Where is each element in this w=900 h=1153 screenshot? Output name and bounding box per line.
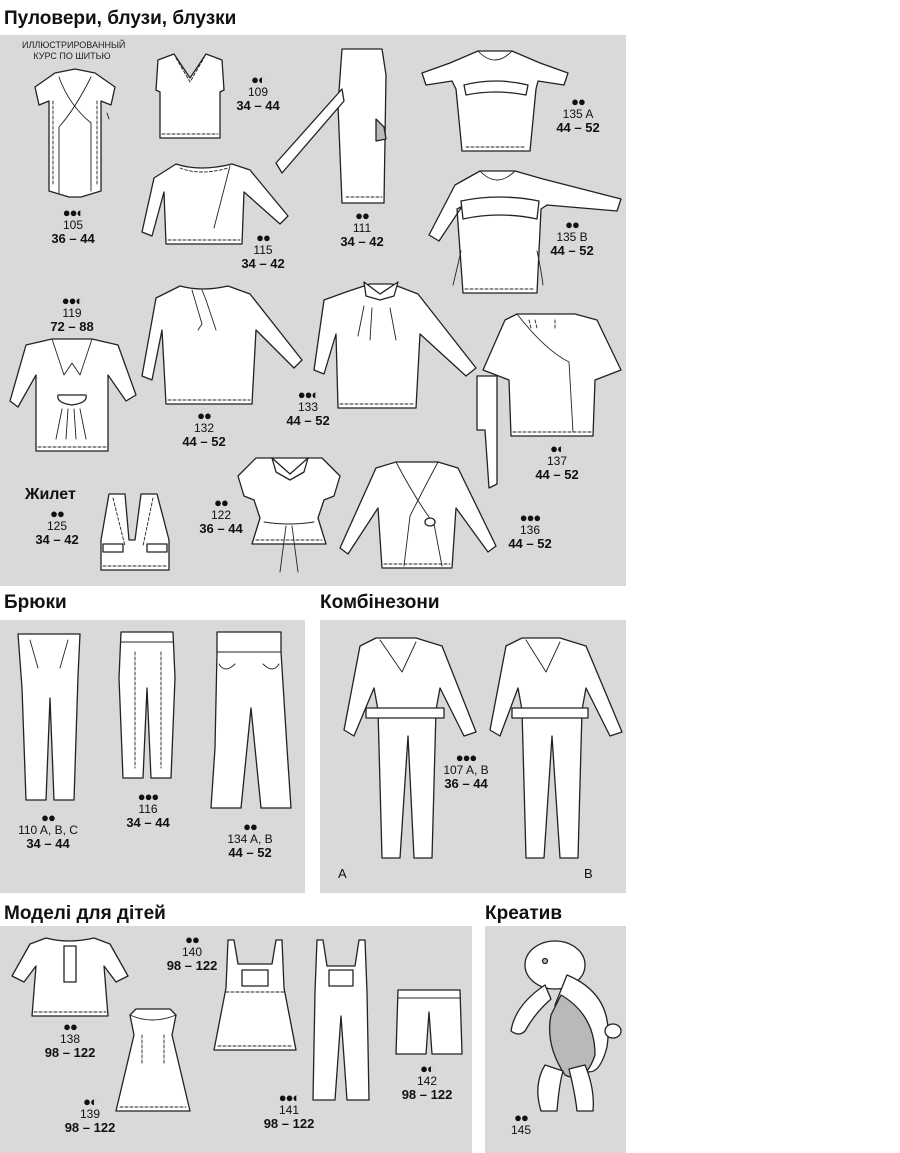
model-107a-drawing: [340, 632, 480, 864]
model-number: 116: [138, 802, 158, 816]
size-range: 44 – 52: [286, 413, 330, 428]
model-109-drawing: [150, 50, 230, 145]
vest-title: Жилет: [25, 486, 76, 503]
model-110-drawing: [14, 628, 84, 808]
label-model-111: [340, 210, 383, 248]
section-title-trousers: Брюки: [4, 592, 67, 613]
model-number: 107 A, B: [443, 763, 489, 777]
model-116-drawing: [115, 628, 180, 788]
size-range: 36 – 44: [199, 521, 243, 536]
model-number: 109: [247, 85, 269, 99]
size-range: 34 – 44: [26, 836, 70, 851]
model-number: 111: [352, 221, 372, 235]
difficulty-dots: ●●: [63, 1019, 77, 1034]
label-model-135a: [556, 96, 599, 134]
size-range: 98 – 122: [44, 1045, 96, 1060]
difficulty-dots: ●●: [50, 506, 64, 521]
label-model-138: [45, 1021, 96, 1059]
section-title-kids: Моделі для дітей: [4, 903, 166, 924]
model-141-drawing: [305, 936, 377, 1106]
difficulty-dots: ●◐: [550, 441, 564, 456]
difficulty-dots: ●●: [185, 932, 199, 947]
difficulty-dots: ●●: [243, 819, 257, 834]
size-range: 72 – 88: [50, 319, 94, 334]
size-range: 36 – 44: [51, 231, 95, 246]
model-142-drawing: [394, 986, 464, 1058]
model-122-drawing: [234, 452, 344, 577]
model-number: 135 A: [562, 107, 594, 121]
difficulty-dots: ●◐: [251, 72, 265, 87]
difficulty-dots: ●●: [256, 230, 270, 245]
model-number: 115: [253, 243, 273, 257]
model-number: 142: [416, 1074, 438, 1088]
difficulty-dots: ●●: [514, 1110, 528, 1125]
difficulty-dots: ●●●: [519, 510, 541, 525]
size-range: 34 – 44: [126, 815, 170, 830]
jumpsuit-letter-a: A: [338, 866, 347, 881]
label-model-135b: [550, 219, 593, 257]
label-model-134: [227, 821, 272, 859]
label-model-116: [126, 791, 169, 829]
difficulty-dots: ●◐: [83, 1094, 97, 1109]
difficulty-dots: ●●◐: [278, 1090, 300, 1105]
label-model-105: [51, 207, 94, 245]
label-model-125: [35, 508, 78, 546]
model-132-drawing: [140, 280, 305, 410]
label-model-136: [508, 512, 551, 550]
size-range: 44 – 52: [550, 243, 594, 258]
model-119-drawing: [8, 335, 138, 455]
difficulty-dots: ●●●: [455, 750, 477, 765]
model-number: 138: [59, 1032, 81, 1046]
section-title-jumpsuits: Комбінезони: [320, 592, 440, 613]
difficulty-dots: ●●: [41, 810, 55, 825]
course-label: ИЛЛЮСТРИРОВАННЫЙ КУРС ПО ШИТЬЮ: [22, 40, 126, 61]
model-number: 136: [519, 523, 541, 537]
label-model-122: [199, 497, 242, 535]
difficulty-dots: ●●: [214, 495, 228, 510]
size-range: 44 – 52: [508, 536, 552, 551]
size-range: 44 – 52: [182, 434, 226, 449]
label-model-132: [182, 410, 225, 448]
model-number: 122: [210, 508, 232, 522]
size-range: 98 – 122: [401, 1087, 453, 1102]
label-model-145: [511, 1112, 531, 1137]
model-140-drawing: [212, 936, 298, 1056]
difficulty-dots: ●●◐: [61, 293, 83, 308]
model-134-drawing: [205, 628, 293, 818]
difficulty-dots: ●●: [197, 408, 211, 423]
size-range: 98 – 122: [263, 1116, 315, 1131]
label-model-139: [65, 1096, 116, 1134]
size-range: 36 – 44: [444, 776, 488, 791]
model-136-drawing: [338, 456, 498, 574]
model-number: 140: [181, 945, 203, 959]
model-139-drawing: [112, 1005, 194, 1115]
section-title-tops: Пуловери, блузи, блузки: [4, 8, 237, 29]
difficulty-dots: ●●: [565, 217, 579, 232]
model-number: 139: [79, 1107, 101, 1121]
model-number: 119: [62, 306, 82, 320]
model-number: 125: [46, 519, 68, 533]
model-145-drawing: [505, 935, 625, 1115]
label-model-109: [236, 74, 279, 112]
difficulty-dots: ●●●: [137, 789, 159, 804]
size-range: 44 – 52: [535, 467, 579, 482]
section-title-creative: Креатив: [485, 903, 563, 924]
model-number: 133: [297, 400, 319, 414]
model-number: 132: [193, 421, 215, 435]
size-range: 44 – 52: [228, 845, 272, 860]
label-model-115: [241, 232, 284, 270]
difficulty-dots: ●●: [355, 208, 369, 223]
difficulty-dots: ●◐: [420, 1061, 434, 1076]
model-135a-drawing: [420, 45, 570, 155]
size-range: 34 – 42: [340, 234, 384, 249]
label-model-119: [50, 295, 93, 333]
label-model-142: [402, 1063, 453, 1101]
model-107b-drawing: [488, 632, 628, 864]
label-model-140: [167, 934, 218, 972]
size-range: 34 – 44: [236, 98, 280, 113]
model-105-drawing: [25, 65, 125, 205]
model-number: 105: [62, 218, 84, 232]
difficulty-dots: ●●: [571, 94, 585, 109]
model-number: 141: [278, 1103, 300, 1117]
size-range: 44 – 52: [556, 120, 600, 135]
model-111-drawing: [272, 45, 402, 210]
size-range: 34 – 42: [241, 256, 285, 271]
size-range: 34 – 42: [35, 532, 79, 547]
label-model-141: [264, 1092, 315, 1130]
model-number: 135 B: [556, 230, 588, 244]
model-125-drawing: [95, 490, 175, 575]
difficulty-dots: ●●◐: [62, 205, 84, 220]
model-number: 145: [510, 1123, 532, 1137]
label-model-133: [286, 389, 329, 427]
label-model-110: [18, 812, 78, 850]
label-model-107: [443, 752, 488, 790]
model-number: 134 A, B: [227, 832, 273, 846]
label-model-137: [535, 443, 578, 481]
model-number: 110 A, B, C: [18, 823, 78, 837]
size-range: 98 – 122: [166, 958, 218, 973]
jumpsuit-letter-b: B: [584, 866, 593, 881]
model-number: 137: [546, 454, 568, 468]
model-133-drawing: [310, 278, 480, 413]
size-range: 98 – 122: [64, 1120, 116, 1135]
difficulty-dots: ●●◐: [297, 387, 319, 402]
